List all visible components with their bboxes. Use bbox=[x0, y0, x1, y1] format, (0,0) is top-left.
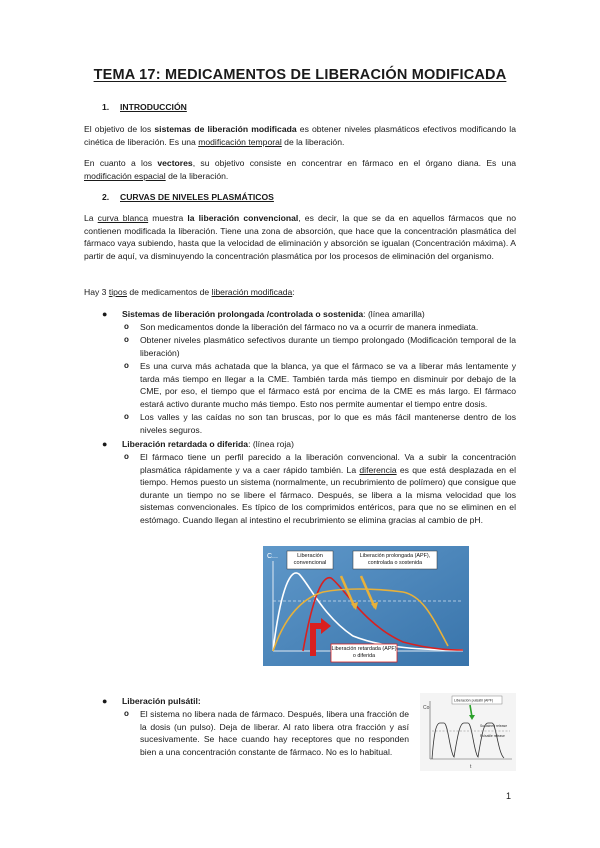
figure-corner-label: C... bbox=[267, 553, 278, 560]
bullet-icon: ● bbox=[102, 309, 108, 319]
section-heading-introduccion bbox=[102, 101, 187, 114]
paragraph-curvas-1: La curva blanca muestra la liberación convencional, es decir, la que se da en aquellos fármacos que no contienen modificada la liberación. Tiene una zona de absorción, que hace que la concentración plasmática del fármaco vaya subiendo, hasta que la velocidad de eliminación y absorción se igualan (Concentración máxima). A partir de aquí, va disminuyendo la concentración plasmática por los procesos de eliminación del organismo. bbox=[84, 213, 516, 261]
sub-item: o Los valles y las caídas no son tan bruscas, por lo que es más fácil mantenerse dentro de los niveles seguros. bbox=[124, 412, 516, 435]
sub-item: o El fármaco tiene un perfil parecido a la liberación convencional. Va a subir la concentración plasmática rápidamente y va a caer rápido también. La diferencia es que está desplazada en el tiempo. Hemos puesto un sistema (normalmente, un recubrimiento de polímero) que consigue que durante un tiempo no se libere el fármaco. Después, se libera a la misma velocidad que los sistemas convencionales. Es típico de los comprimidos entéricos, para que no se eliminen en el estómago. Cuando llegan al intestino el recubrimiento se elimina gracias al cambio de pH. bbox=[124, 452, 516, 525]
section-number: 2. bbox=[102, 192, 110, 202]
sub-item: o El sistema no libera nada de fármaco. Después, libera una fracción de la dosis (un pulso). Deja de liberar. Al rato libera otra fracción y así sucesivamente. Se hace cuando hay receptores que no responden bien a una concentración constante de fármaco. No es lo habitual. bbox=[124, 709, 409, 757]
page-number: 1 bbox=[506, 791, 512, 801]
label-top: Liberación pulsátil (APF) bbox=[454, 698, 494, 703]
label-sustained: Sustained release bbox=[480, 724, 508, 728]
plasma-levels-figure bbox=[263, 546, 469, 666]
pulsatile-figure bbox=[420, 693, 516, 771]
label-pulsatile: Pulsatile release bbox=[480, 734, 505, 738]
y-axis-label: Co bbox=[423, 705, 430, 711]
label-prolonged: Liberación prolongada (APF), controlada o sostenida bbox=[359, 553, 431, 566]
page-title: TEMA 17: MEDICAMENTOS DE LIBERACIÓN MODIFICADA bbox=[93, 67, 507, 83]
label-delayed: Liberación retardada (APF) o diferida bbox=[331, 646, 397, 659]
label-conventional: Liberación convencional bbox=[293, 553, 327, 566]
bullet-icon: ● bbox=[102, 439, 108, 449]
paragraph-intro-2: En cuanto a los vectores, su objetivo consiste en concentrar en fármaco en el órgano diana. Es una modificación espacial de la liberación. bbox=[84, 158, 516, 181]
sub-item: o Obtener niveles plasmático sefectivos durante un tiempo prolongado (Modificación temporal de la liberación) bbox=[124, 335, 516, 358]
document-page: TEMA 17: MEDICAMENTOS DE LIBERACIÓN MODIFICADA 1. INTRODUCCIÓN El objetivo de los sistemas de liberación modificada es obtener niveles plasmáticos efectivos modificando la cinética de liberación. Es una modificación temporal de la liberación. En cuanto a los vectores, su objetivo consiste en concentrar en fármaco en el órgano diana. Es una modificación espacial de la liberación. 2. CURVAS DE NIVELES PLASMÁTICOS La curva blanca muestra la liberación convencional, es decir, la que se da en aquellos fármacos que no contienen modificada la liberación. Tiene una zona de absorción, que hace que la concentración plasmática del fármaco vaya subiendo, hasta que la velocidad de eliminación y absorción se igualan (Concentración máxima). A partir de aquí, va disminuyendo la concentración plasmática por los procesos de eliminación del organismo. Hay 3 tipos de medicamentos de liberación modificada: ● Sistemas de liberación prolongada /controlada o sostenida: (línea amarilla) o Son medicamentos donde la liberación del fármaco no va a ocurrir de manera inmediata. o Obtener niveles plasmático sefectivos durante un tiempo prolongado (Modificación temporal de la liberación) o Es una curva más achatada que la blanca, ya que el fármaco se va a liberar más lentamente y tarda más tiempo en llegar a la CME. También tarda más tiempo en disminuir por debajo de la CME, por eso, el tiempo que el fármaco está por encima de la CME es más largo. El fármaco estará activo durante mucho más tiempo. Esto nos permite aumentar el tiempo entre dosis. o Los valles y las caídas no son tan bruscas, por lo que es más fácil mantenerse dentro de los niveles seguros. ● Liberación retardada o diferida: (línea roja) o El fármaco tiene un perfil parecido a la liberación convencional. Va a subir la concentración plasmática rápidamente y va a caer rápido también. La diferencia es que está desplazada en el tiempo. Hemos puesto un sistema (normalmente, un recubrimiento de polímero) que consigue que durante un tiempo no se libere el fármaco. Después, se libera a la misma velocidad que los sistemas convencionales. Es típico de los comprimidos entéricos, para que no se eliminen en el estómago. Cuando llegan al intestino el recubrimiento se elimina gracias al cambio de pH. C... Liberación convencional Liberación prolongada (APF), controlada o sostenida Liberación retardada (APF) o diferida ● Liberación pulsátil: o El sistema no libera nada de fármaco. Después, libera una fracción de la dosis (un pulso). Deja de liberar. Al rato libera otra fracción y así sucesivamente. Se hace cuando hay receptores que no responden bien a una concentración constante de fármaco. No es lo habitual. Co t Liberación pulsátil (APF) Sustained release Pulsatile release 1 bbox=[0, 0, 600, 848]
paragraph-intro-1: El objetivo de los sistemas de liberación modificada es obtener niveles plasmáticos efectivos modificando la cinética de liberación. Es una modificación temporal de la liberación. bbox=[84, 124, 516, 147]
section-title: CURVAS DE NIVELES PLASMÁTICOS bbox=[120, 192, 274, 202]
sub-bullet-icon: o bbox=[124, 709, 129, 718]
sub-bullet-icon: o bbox=[124, 452, 129, 461]
x-axis-label: t bbox=[470, 764, 472, 770]
section-number: 1. bbox=[102, 102, 110, 112]
section-title: INTRODUCCIÓN bbox=[120, 102, 187, 112]
sub-item: o Es una curva más achatada que la blanca, ya que el fármaco se va a liberar más lentamente y tarda más tiempo en llegar a la CME. También tarda más tiempo en disminuir por debajo de la CME, por eso, el tiempo que el fármaco está por encima de la CME es más largo. El fármaco estará activo durante mucho más tiempo. Esto nos permite aumentar el tiempo entre dosis. bbox=[124, 361, 516, 409]
sub-bullet-icon: o bbox=[124, 361, 129, 370]
sub-bullet-icon: o bbox=[124, 322, 129, 331]
section-heading-curvas bbox=[102, 191, 274, 204]
bullet-icon: ● bbox=[102, 696, 108, 706]
sub-item: o Son medicamentos donde la liberación del fármaco no va a ocurrir de manera inmediata. bbox=[124, 322, 479, 332]
sub-bullet-icon: o bbox=[124, 335, 129, 344]
sub-bullet-icon: o bbox=[124, 412, 129, 421]
paragraph-curvas-2: Hay 3 tipos de medicamentos de liberación modificada: bbox=[84, 287, 295, 297]
